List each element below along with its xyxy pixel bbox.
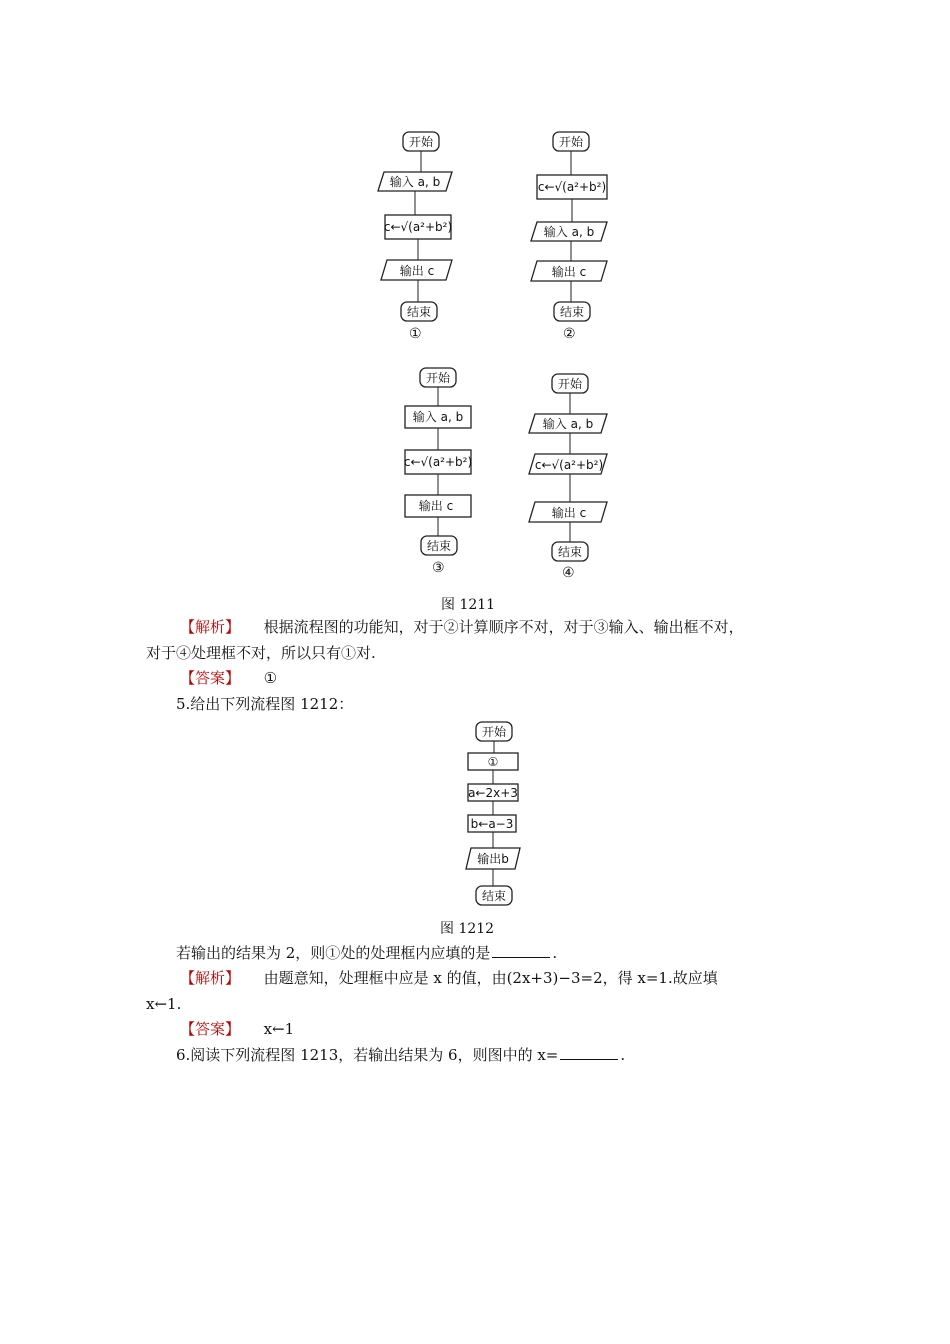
answer-blank — [560, 1045, 618, 1060]
analysis-text-cont: 对于④处理框不对，所以只有①对. — [146, 644, 376, 662]
input-label: 输入 a, b — [542, 417, 594, 431]
question-text: 若输出的结果为 2，则①处的处理框内应填的是 — [176, 944, 491, 962]
q6-stem-text: 6.阅读下列流程图 1213，若输出结果为 6，则图中的 x= — [176, 1046, 559, 1064]
q6-stem — [176, 1042, 625, 1068]
start-label: 开始 — [408, 135, 434, 149]
output-label: 输出 c — [418, 499, 454, 513]
process-label: c←√(a²+b²) — [534, 458, 604, 472]
process-label: c←√(a²+b²) — [383, 220, 453, 234]
label-1: ① — [409, 326, 422, 342]
q4-analysis-line2 — [146, 640, 376, 666]
answer-tag: 【答案】 — [180, 669, 241, 687]
output-label: 输出b — [477, 852, 509, 866]
end-label: 结束 — [406, 305, 432, 319]
label-4: ④ — [562, 565, 575, 581]
q4-analysis-line1 — [180, 614, 744, 640]
figure-caption-1212: 图 1212 — [440, 921, 495, 937]
question-end: . — [552, 944, 558, 962]
analysis-text: 由题意知，处理框中应是 x 的值，由(2x+3)−3=2，得 x=1.故应填 — [263, 969, 718, 987]
flowchart-4 — [523, 372, 618, 572]
answer-blank — [492, 943, 550, 958]
flowchart-1 — [372, 130, 472, 320]
q5-question — [176, 940, 557, 966]
q4-answer — [180, 665, 277, 691]
box2-label: a←2x+3 — [468, 786, 518, 800]
input-label: 输入 a, b — [412, 410, 464, 424]
start-label: 开始 — [558, 135, 584, 149]
q5-stem: 5.给出下列流程图 1212： — [176, 695, 354, 713]
output-label: 输出 c — [551, 265, 587, 279]
analysis-tag: 【解析】 — [180, 618, 241, 636]
answer-text: x←1 — [263, 1020, 295, 1038]
label-3: ③ — [432, 560, 445, 576]
analysis-text: 根据流程图的功能知，对于②计算顺序不对，对于③输入、输出框不对， — [263, 618, 744, 636]
start-label: 开始 — [481, 725, 507, 739]
box1-label: ① — [487, 755, 499, 769]
end-label: 结束 — [481, 889, 507, 903]
analysis-tag: 【解析】 — [180, 969, 241, 987]
process-label: c←√(a²+b²) — [403, 455, 473, 469]
end-label: 结束 — [557, 545, 583, 559]
box3-label: b←a−3 — [470, 817, 514, 831]
stem-end: . — [620, 1046, 626, 1064]
figure-caption-1211: 图 1211 — [441, 597, 496, 613]
flowchart-1212 — [462, 720, 532, 910]
analysis-text-cont: x←1. — [146, 995, 182, 1013]
input-label: 输入 a, b — [389, 175, 441, 189]
q5-analysis-line2 — [146, 991, 181, 1017]
label-2: ② — [563, 326, 576, 342]
output-label: 输出 c — [551, 506, 587, 520]
flowchart-2 — [525, 130, 625, 320]
start-label: 开始 — [425, 371, 451, 385]
end-label: 结束 — [426, 539, 452, 553]
q5-analysis-line1 — [180, 965, 718, 991]
q5-answer — [180, 1016, 294, 1042]
start-label: 开始 — [557, 377, 583, 391]
input-label: 输入 a, b — [543, 225, 595, 239]
end-label: 结束 — [559, 305, 585, 319]
flowchart-3 — [396, 366, 486, 566]
answer-tag: 【答案】 — [180, 1020, 241, 1038]
process-label: c←√(a²+b²) — [537, 180, 607, 194]
output-label: 输出 c — [399, 264, 435, 278]
answer-text: ① — [263, 669, 278, 687]
